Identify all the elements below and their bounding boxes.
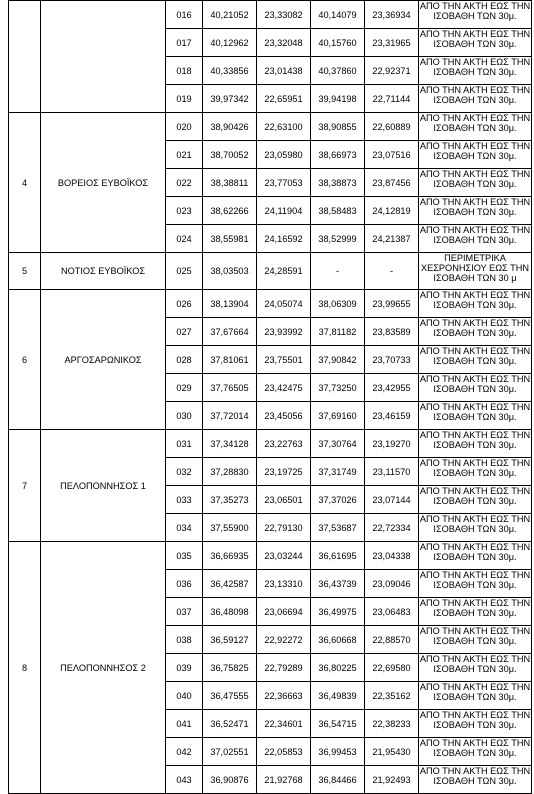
zone-description: ΑΠΟ ΤΗΝ ΑΚΤΗ ΕΩΣ ΤΗΝ ΙΣΟΒΑΘΗ ΤΩΝ 30μ. <box>419 141 532 169</box>
end-latitude: 38,66973 <box>311 141 365 169</box>
end-latitude: 38,06309 <box>311 290 365 318</box>
start-longitude: 23,93992 <box>257 318 311 346</box>
station-id: 026 <box>166 290 203 318</box>
end-longitude: 23,09046 <box>365 570 419 598</box>
station-id: 037 <box>166 598 203 626</box>
table-row <box>9 253 532 290</box>
end-latitude: 36,49839 <box>311 682 365 710</box>
start-longitude: 22,79130 <box>257 514 311 542</box>
station-id: 025 <box>166 253 203 290</box>
region-name: ΑΡΓΟΣΑΡΩΝΙΚΟΣ <box>41 290 166 430</box>
zone-description: ΑΠΟ ΤΗΝ ΑΚΤΗ ΕΩΣ ΤΗΝ ΙΣΟΒΑΘΗ ΤΩΝ 30μ. <box>419 57 532 85</box>
start-longitude: 22,05853 <box>257 738 311 766</box>
end-longitude: 23,83589 <box>365 318 419 346</box>
region-name <box>41 1 166 113</box>
start-longitude: 23,45056 <box>257 402 311 430</box>
region-name: ΠΕΛΟΠΟΝΝΗΣΟΣ 2 <box>41 542 166 794</box>
end-latitude: 37,73250 <box>311 374 365 402</box>
zone-description: ΠΕΡΙΜΕΤΡΙΚΑ ΧΕΣΡΟΝΗΣΙΟΥ ΕΩΣ ΤΗΝ ΙΣΟΒΑΘΗ ΤΩΝ 30 μ <box>419 253 532 290</box>
station-id: 027 <box>166 318 203 346</box>
region-number: 4 <box>9 113 41 253</box>
station-id: 031 <box>166 430 203 458</box>
station-id: 036 <box>166 570 203 598</box>
end-latitude: 36,80225 <box>311 654 365 682</box>
zone-description: ΑΠΟ ΤΗΝ ΑΚΤΗ ΕΩΣ ΤΗΝ ΙΣΟΒΑΘΗ ΤΩΝ 30μ. <box>419 29 532 57</box>
station-id: 041 <box>166 710 203 738</box>
end-latitude: 37,90842 <box>311 346 365 374</box>
start-latitude: 36,48098 <box>203 598 257 626</box>
zone-description: ΑΠΟ ΤΗΝ ΑΚΤΗ ΕΩΣ ΤΗΝ ΙΣΟΒΑΘΗ ΤΩΝ 30μ. <box>419 542 532 570</box>
start-latitude: 38,38811 <box>203 169 257 197</box>
start-longitude: 24,16592 <box>257 225 311 253</box>
start-latitude: 36,42587 <box>203 570 257 598</box>
end-latitude: 36,54715 <box>311 710 365 738</box>
end-longitude: 24,12819 <box>365 197 419 225</box>
end-latitude: 39,94198 <box>311 85 365 113</box>
end-longitude: 22,72334 <box>365 514 419 542</box>
end-latitude: 40,15760 <box>311 29 365 57</box>
start-latitude: 37,02551 <box>203 738 257 766</box>
region-number <box>9 1 41 113</box>
end-longitude: 23,04338 <box>365 542 419 570</box>
end-latitude: 37,31749 <box>311 458 365 486</box>
table-row <box>9 113 532 141</box>
zone-description: ΑΠΟ ΤΗΝ ΑΚΤΗ ΕΩΣ ΤΗΝ ΙΣΟΒΑΘΗ ΤΩΝ 30μ. <box>419 654 532 682</box>
station-id: 022 <box>166 169 203 197</box>
station-id: 043 <box>166 766 203 794</box>
end-latitude: 38,52999 <box>311 225 365 253</box>
end-latitude: 36,61695 <box>311 542 365 570</box>
end-longitude: 22,69580 <box>365 654 419 682</box>
end-longitude: 23,31965 <box>365 29 419 57</box>
start-longitude: 23,75501 <box>257 346 311 374</box>
region-name: ΝΟΤΙΟΣ ΕΥΒΟΪΚΟΣ <box>41 253 166 290</box>
start-latitude: 36,59127 <box>203 626 257 654</box>
zone-description: ΑΠΟ ΤΗΝ ΑΚΤΗ ΕΩΣ ΤΗΝ ΙΣΟΒΑΘΗ ΤΩΝ 30μ. <box>419 514 532 542</box>
start-latitude: 37,76505 <box>203 374 257 402</box>
station-id: 040 <box>166 682 203 710</box>
station-id: 033 <box>166 486 203 514</box>
end-longitude: 22,38233 <box>365 710 419 738</box>
start-latitude: 36,90876 <box>203 766 257 794</box>
end-latitude: 37,81182 <box>311 318 365 346</box>
start-longitude: 23,13310 <box>257 570 311 598</box>
region-number: 5 <box>9 253 41 290</box>
zone-description: ΑΠΟ ΤΗΝ ΑΚΤΗ ΕΩΣ ΤΗΝ ΙΣΟΒΑΘΗ ΤΩΝ 30μ. <box>419 626 532 654</box>
table-row <box>9 1 532 29</box>
start-longitude: 23,06694 <box>257 598 311 626</box>
station-id: 021 <box>166 141 203 169</box>
start-latitude: 38,62266 <box>203 197 257 225</box>
start-latitude: 38,13904 <box>203 290 257 318</box>
start-latitude: 40,33856 <box>203 57 257 85</box>
end-latitude: 38,38873 <box>311 169 365 197</box>
start-longitude: 23,03244 <box>257 542 311 570</box>
end-longitude: 22,92371 <box>365 57 419 85</box>
station-id: 023 <box>166 197 203 225</box>
end-latitude: 37,30764 <box>311 430 365 458</box>
end-longitude: 21,92493 <box>365 766 419 794</box>
start-longitude: 22,92272 <box>257 626 311 654</box>
end-latitude: 36,99453 <box>311 738 365 766</box>
start-latitude: 36,47555 <box>203 682 257 710</box>
end-latitude: 36,49975 <box>311 598 365 626</box>
zone-description: ΑΠΟ ΤΗΝ ΑΚΤΗ ΕΩΣ ΤΗΝ ΙΣΟΒΑΘΗ ΤΩΝ 30μ. <box>419 169 532 197</box>
start-longitude: 23,33082 <box>257 1 311 29</box>
start-latitude: 36,52471 <box>203 710 257 738</box>
station-id: 024 <box>166 225 203 253</box>
end-longitude: 23,46159 <box>365 402 419 430</box>
end-latitude: - <box>311 253 365 290</box>
start-latitude: 37,72014 <box>203 402 257 430</box>
station-id: 029 <box>166 374 203 402</box>
start-latitude: 37,55900 <box>203 514 257 542</box>
region-number: 8 <box>9 542 41 794</box>
zone-description: ΑΠΟ ΤΗΝ ΑΚΤΗ ΕΩΣ ΤΗΝ ΙΣΟΒΑΘΗ ΤΩΝ 30μ. <box>419 85 532 113</box>
zone-description: ΑΠΟ ΤΗΝ ΑΚΤΗ ΕΩΣ ΤΗΝ ΙΣΟΒΑΘΗ ΤΩΝ 30μ. <box>419 346 532 374</box>
station-id: 017 <box>166 29 203 57</box>
start-latitude: 40,12962 <box>203 29 257 57</box>
end-longitude: 23,70733 <box>365 346 419 374</box>
end-longitude: 22,60889 <box>365 113 419 141</box>
end-longitude: 23,19270 <box>365 430 419 458</box>
start-latitude: 37,34128 <box>203 430 257 458</box>
coordinates-table <box>8 0 532 794</box>
zone-description: ΑΠΟ ΤΗΝ ΑΚΤΗ ΕΩΣ ΤΗΝ ΙΣΟΒΑΘΗ ΤΩΝ 30μ. <box>419 710 532 738</box>
start-longitude: 23,32048 <box>257 29 311 57</box>
start-latitude: 38,90426 <box>203 113 257 141</box>
end-longitude: - <box>365 253 419 290</box>
station-id: 018 <box>166 57 203 85</box>
start-latitude: 38,55981 <box>203 225 257 253</box>
start-latitude: 37,81061 <box>203 346 257 374</box>
station-id: 035 <box>166 542 203 570</box>
end-longitude: 23,99655 <box>365 290 419 318</box>
zone-description: ΑΠΟ ΤΗΝ ΑΚΤΗ ΕΩΣ ΤΗΝ ΙΣΟΒΑΘΗ ΤΩΝ 30μ. <box>419 458 532 486</box>
end-longitude: 24,21387 <box>365 225 419 253</box>
start-latitude: 36,66935 <box>203 542 257 570</box>
end-latitude: 40,37860 <box>311 57 365 85</box>
table-row <box>9 430 532 458</box>
start-latitude: 37,67664 <box>203 318 257 346</box>
end-longitude: 23,11570 <box>365 458 419 486</box>
start-latitude: 37,28830 <box>203 458 257 486</box>
end-longitude: 23,07144 <box>365 486 419 514</box>
zone-description: ΑΠΟ ΤΗΝ ΑΚΤΗ ΕΩΣ ΤΗΝ ΙΣΟΒΑΘΗ ΤΩΝ 30μ. <box>419 570 532 598</box>
end-latitude: 37,69160 <box>311 402 365 430</box>
start-longitude: 23,05980 <box>257 141 311 169</box>
zone-description: ΑΠΟ ΤΗΝ ΑΚΤΗ ΕΩΣ ΤΗΝ ΙΣΟΒΑΘΗ ΤΩΝ 30μ. <box>419 430 532 458</box>
start-latitude: 37,35273 <box>203 486 257 514</box>
end-longitude: 23,42955 <box>365 374 419 402</box>
start-longitude: 22,34601 <box>257 710 311 738</box>
end-latitude: 37,37026 <box>311 486 365 514</box>
station-id: 032 <box>166 458 203 486</box>
start-longitude: 23,77053 <box>257 169 311 197</box>
zone-description: ΑΠΟ ΤΗΝ ΑΚΤΗ ΕΩΣ ΤΗΝ ΙΣΟΒΑΘΗ ΤΩΝ 30μ. <box>419 318 532 346</box>
end-latitude: 36,43739 <box>311 570 365 598</box>
start-longitude: 23,06501 <box>257 486 311 514</box>
region-name: ΒΟΡΕΙΟΣ ΕΥΒΟΪΚΟΣ <box>41 113 166 253</box>
end-longitude: 21,95430 <box>365 738 419 766</box>
start-longitude: 21,92768 <box>257 766 311 794</box>
end-longitude: 23,07516 <box>365 141 419 169</box>
start-longitude: 23,01438 <box>257 57 311 85</box>
zone-description: ΑΠΟ ΤΗΝ ΑΚΤΗ ΕΩΣ ΤΗΝ ΙΣΟΒΑΘΗ ΤΩΝ 30μ. <box>419 766 532 794</box>
start-longitude: 23,42475 <box>257 374 311 402</box>
start-latitude: 39,97342 <box>203 85 257 113</box>
zone-description: ΑΠΟ ΤΗΝ ΑΚΤΗ ΕΩΣ ΤΗΝ ΙΣΟΒΑΘΗ ΤΩΝ 30μ. <box>419 197 532 225</box>
start-longitude: 22,65951 <box>257 85 311 113</box>
region-name: ΠΕΛΟΠΟΝΝΗΣΟΣ 1 <box>41 430 166 542</box>
start-longitude: 23,22763 <box>257 430 311 458</box>
zone-description: ΑΠΟ ΤΗΝ ΑΚΤΗ ΕΩΣ ΤΗΝ ΙΣΟΒΑΘΗ ΤΩΝ 30μ. <box>419 374 532 402</box>
zone-description: ΑΠΟ ΤΗΝ ΑΚΤΗ ΕΩΣ ΤΗΝ ΙΣΟΒΑΘΗ ΤΩΝ 30μ. <box>419 290 532 318</box>
end-longitude: 23,06483 <box>365 598 419 626</box>
end-latitude: 36,60668 <box>311 626 365 654</box>
end-longitude: 23,36934 <box>365 1 419 29</box>
start-latitude: 40,21052 <box>203 1 257 29</box>
end-longitude: 23,87456 <box>365 169 419 197</box>
zone-description: ΑΠΟ ΤΗΝ ΑΚΤΗ ΕΩΣ ΤΗΝ ΙΣΟΒΑΘΗ ΤΩΝ 30μ. <box>419 486 532 514</box>
start-longitude: 23,19725 <box>257 458 311 486</box>
zone-description: ΑΠΟ ΤΗΝ ΑΚΤΗ ΕΩΣ ΤΗΝ ΙΣΟΒΑΘΗ ΤΩΝ 30μ. <box>419 598 532 626</box>
start-latitude: 38,70052 <box>203 141 257 169</box>
start-latitude: 36,75825 <box>203 654 257 682</box>
station-id: 034 <box>166 514 203 542</box>
table-body <box>9 1 532 794</box>
end-latitude: 38,90855 <box>311 113 365 141</box>
region-number: 7 <box>9 430 41 542</box>
end-longitude: 22,88570 <box>365 626 419 654</box>
start-longitude: 22,36663 <box>257 682 311 710</box>
zone-description: ΑΠΟ ΤΗΝ ΑΚΤΗ ΕΩΣ ΤΗΝ ΙΣΟΒΑΘΗ ΤΩΝ 30μ. <box>419 738 532 766</box>
table-row <box>9 290 532 318</box>
region-number: 6 <box>9 290 41 430</box>
start-longitude: 22,79289 <box>257 654 311 682</box>
station-id: 038 <box>166 626 203 654</box>
zone-description: ΑΠΟ ΤΗΝ ΑΚΤΗ ΕΩΣ ΤΗΝ ΙΣΟΒΑΘΗ ΤΩΝ 30μ. <box>419 113 532 141</box>
station-id: 028 <box>166 346 203 374</box>
zone-description: ΑΠΟ ΤΗΝ ΑΚΤΗ ΕΩΣ ΤΗΝ ΙΣΟΒΑΘΗ ΤΩΝ 30μ. <box>419 225 532 253</box>
station-id: 039 <box>166 654 203 682</box>
station-id: 016 <box>166 1 203 29</box>
end-latitude: 38,58483 <box>311 197 365 225</box>
end-latitude: 36,84466 <box>311 766 365 794</box>
start-latitude: 38,03503 <box>203 253 257 290</box>
station-id: 019 <box>166 85 203 113</box>
end-latitude: 37,53687 <box>311 514 365 542</box>
start-longitude: 24,11904 <box>257 197 311 225</box>
zone-description: ΑΠΟ ΤΗΝ ΑΚΤΗ ΕΩΣ ΤΗΝ ΙΣΟΒΑΘΗ ΤΩΝ 30μ. <box>419 682 532 710</box>
station-id: 042 <box>166 738 203 766</box>
start-longitude: 22,63100 <box>257 113 311 141</box>
station-id: 020 <box>166 113 203 141</box>
station-id: 030 <box>166 402 203 430</box>
start-longitude: 24,28591 <box>257 253 311 290</box>
start-longitude: 24,05074 <box>257 290 311 318</box>
end-longitude: 22,35162 <box>365 682 419 710</box>
end-longitude: 22,71144 <box>365 85 419 113</box>
end-latitude: 40,14079 <box>311 1 365 29</box>
zone-description: ΑΠΟ ΤΗΝ ΑΚΤΗ ΕΩΣ ΤΗΝ ΙΣΟΒΑΘΗ ΤΩΝ 30μ. <box>419 402 532 430</box>
zone-description: ΑΠΟ ΤΗΝ ΑΚΤΗ ΕΩΣ ΤΗΝ ΙΣΟΒΑΘΗ ΤΩΝ 30μ. <box>419 1 532 29</box>
table-row <box>9 542 532 570</box>
